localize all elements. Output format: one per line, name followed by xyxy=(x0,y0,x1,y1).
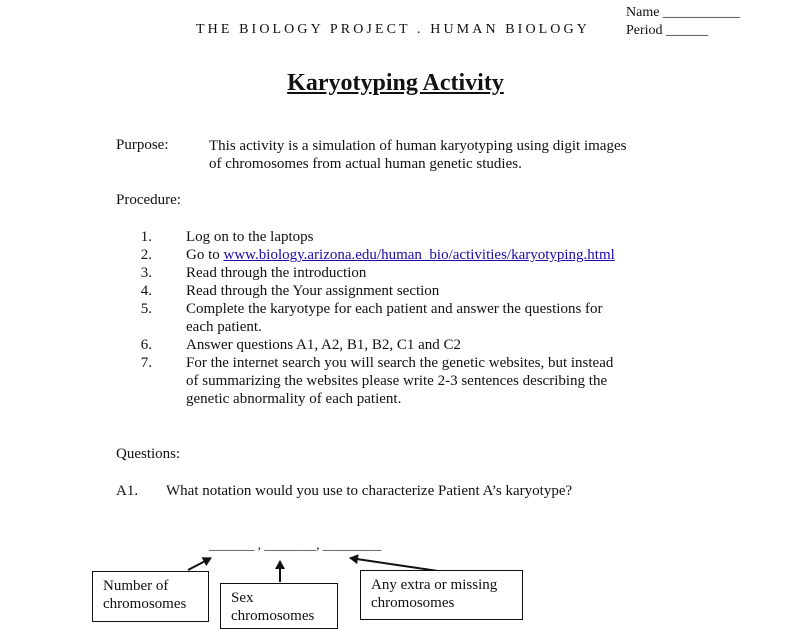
answer-blanks[interactable]: _______ , ________, _________ xyxy=(209,537,382,552)
box-text: Number of xyxy=(103,578,169,594)
step-number: 7. xyxy=(140,355,152,371)
arrow-number-of-chromosomes xyxy=(188,558,211,570)
purpose-line-1: This activity is a simulation of human karyotyping using digit images xyxy=(209,138,627,154)
box-text: chromosomes xyxy=(231,608,315,624)
step-prefix: Go to xyxy=(186,247,224,263)
step-number: 4. xyxy=(140,283,152,299)
step-text: Complete the karyotype for each patient and answer the questions for xyxy=(186,301,603,317)
box-text: Sex xyxy=(231,590,254,606)
label-box-number-of-chromosomes xyxy=(92,571,209,622)
name-field-line: Name ___________ xyxy=(626,5,740,20)
procedure-label: Procedure: xyxy=(116,192,181,208)
step-text: For the internet search you will search the genetic websites, but instead xyxy=(186,355,614,371)
step-number: 1. xyxy=(140,229,152,245)
page-title: Karyotyping Activity xyxy=(287,70,504,96)
step-text: Read through the introduction xyxy=(186,265,367,281)
step-number: 5. xyxy=(140,301,152,317)
step-number: 2. xyxy=(140,247,152,263)
question-a1-label: A1. xyxy=(116,483,139,499)
questions-label: Questions: xyxy=(116,446,181,462)
label-box-extra-missing-chromosomes xyxy=(360,570,523,620)
box-text: chromosomes xyxy=(371,595,455,611)
header-title: THE BIOLOGY PROJECT . HUMAN BIOLOGY xyxy=(196,22,590,37)
box-text: chromosomes xyxy=(103,596,187,612)
step-text-continued: genetic abnormality of each patient. xyxy=(186,391,402,407)
step-text: Log on to the laptops xyxy=(186,229,314,245)
purpose-label: Purpose: xyxy=(116,137,169,153)
box-text: Any extra or missing xyxy=(371,577,498,593)
step-text-continued: of summarizing the websites please write 2-3 sentences describing the xyxy=(186,373,608,389)
label-box-sex-chromosomes xyxy=(220,583,338,629)
question-a1-text: What notation would you use to characterize Patient A’s karyotype? xyxy=(166,483,573,499)
step-text: Answer questions A1, A2, B1, B2, C1 and C2 xyxy=(186,337,462,353)
purpose-line-2: of chromosomes from actual human genetic studies. xyxy=(209,156,522,172)
step-number: 6. xyxy=(140,337,152,353)
step-number: 3. xyxy=(140,265,152,281)
period-field-line: Period ______ xyxy=(626,23,709,38)
step-text-continued: each patient. xyxy=(186,319,262,335)
karyotyping-link[interactable]: www.biology.arizona.edu/human_bio/activities/karyotyping.html xyxy=(223,247,615,263)
step-text: Read through the Your assignment section xyxy=(186,283,440,299)
